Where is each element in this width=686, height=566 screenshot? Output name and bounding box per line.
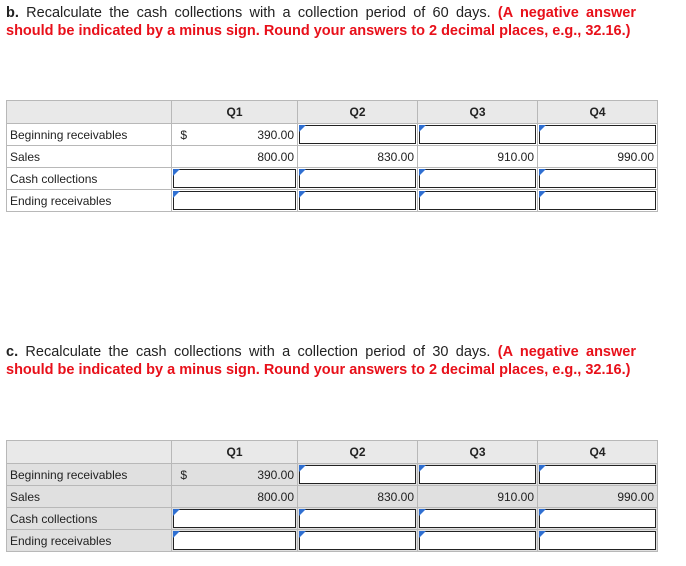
header-row: [7, 101, 658, 124]
collections-q3-input[interactable]: [418, 168, 538, 190]
header-blank: [7, 101, 172, 124]
sales-q2-value: 830.00: [298, 486, 418, 508]
row-ending-receivables: [7, 530, 658, 552]
question-note: (A negative answer should be indicated by a minus sign. Round your answers to 2 decimal places, e.g., 32.16.): [6, 344, 636, 378]
row-label: Sales: [7, 146, 172, 168]
row-beginning-receivables: [7, 464, 658, 486]
header-q4: Q4: [538, 441, 658, 464]
collections-q3-input[interactable]: [418, 508, 538, 530]
sales-q1-value: 800.00: [172, 146, 298, 168]
header-row: [7, 441, 658, 464]
header-q1: Q1: [172, 441, 298, 464]
sales-q3-value: 910.00: [418, 146, 538, 168]
ending-q4-input[interactable]: [538, 530, 658, 552]
header-q2: Q2: [298, 441, 418, 464]
header-q2: Q2: [298, 101, 418, 124]
collections-q2-input[interactable]: [298, 168, 418, 190]
sales-q1-value: 800.00: [172, 486, 298, 508]
question-letter: b.: [6, 5, 19, 21]
sales-q4-value: 990.00: [538, 486, 658, 508]
row-beginning-receivables: [7, 124, 658, 146]
ending-q1-input[interactable]: [172, 530, 298, 552]
question-note: (A negative answer should be indicated by a minus sign. Round your answers to 2 decimal places, e.g., 32.16.): [6, 5, 637, 39]
row-sales: [7, 146, 658, 168]
collections-q1-input[interactable]: [172, 508, 298, 530]
beginning-q4-input[interactable]: [538, 464, 658, 486]
currency-sign: $: [172, 464, 196, 486]
currency-sign: $: [172, 124, 196, 146]
row-ending-receivables: [7, 190, 658, 212]
row-label: Ending receivables: [7, 530, 172, 552]
row-cash-collections: [7, 508, 658, 530]
sales-q4-value: 990.00: [538, 146, 658, 168]
collections-q4-input[interactable]: [538, 508, 658, 530]
header-q3: Q3: [418, 441, 538, 464]
beginning-q1-value: 390.00: [196, 124, 298, 146]
beginning-q2-input[interactable]: [298, 124, 418, 146]
header-q4: Q4: [538, 101, 658, 124]
beginning-q3-input[interactable]: [418, 464, 538, 486]
row-label: Cash collections: [7, 508, 172, 530]
beginning-q1-value: 390.00: [196, 464, 298, 486]
sales-q3-value: 910.00: [418, 486, 538, 508]
row-label: Sales: [7, 486, 172, 508]
ending-q1-input[interactable]: [172, 190, 298, 212]
row-label: Beginning receivables: [7, 124, 172, 146]
ending-q2-input[interactable]: [298, 530, 418, 552]
collections-q1-input[interactable]: [172, 168, 298, 190]
receivables-table-b: [6, 100, 658, 212]
ending-q4-input[interactable]: [538, 190, 658, 212]
collections-q2-input[interactable]: [298, 508, 418, 530]
question-letter: c.: [6, 344, 19, 360]
ending-q3-input[interactable]: [418, 190, 538, 212]
question-text: Recalculate the cash collections with a collection period of 60 days.: [26, 5, 491, 21]
ending-q2-input[interactable]: [298, 190, 418, 212]
row-sales: [7, 486, 658, 508]
collections-q4-input[interactable]: [538, 168, 658, 190]
row-label: Beginning receivables: [7, 464, 172, 486]
header-q1: Q1: [172, 101, 298, 124]
ending-q3-input[interactable]: [418, 530, 538, 552]
question-b: [6, 4, 636, 40]
header-blank: [7, 441, 172, 464]
row-label: Cash collections: [7, 168, 172, 190]
receivables-table-c: [6, 440, 658, 552]
beginning-q2-input[interactable]: [298, 464, 418, 486]
header-q3: Q3: [418, 101, 538, 124]
beginning-q3-input[interactable]: [418, 124, 538, 146]
beginning-q4-input[interactable]: [538, 124, 658, 146]
question-text: Recalculate the cash collections with a collection period of 30 days.: [25, 344, 491, 360]
question-c: [6, 343, 636, 379]
row-cash-collections: [7, 168, 658, 190]
row-label: Ending receivables: [7, 190, 172, 212]
sales-q2-value: 830.00: [298, 146, 418, 168]
